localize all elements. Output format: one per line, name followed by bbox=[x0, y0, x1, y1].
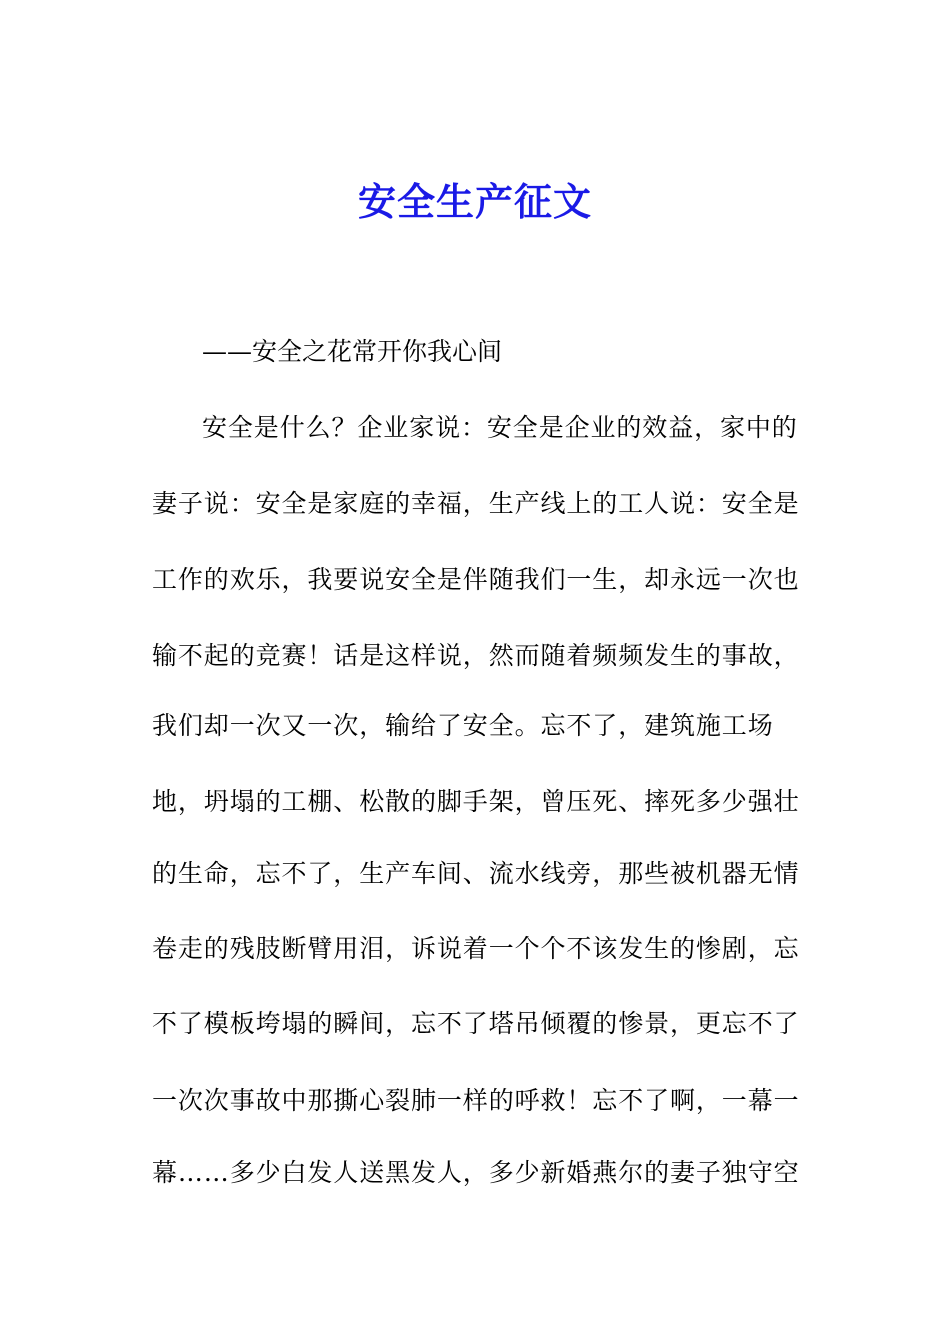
paragraph-line: 幕……多少白发人送黑发人，多少新婚燕尔的妻子独守空 bbox=[152, 1158, 800, 1187]
document-title: 安全生产征文 bbox=[357, 179, 592, 224]
paragraph-line: 一次次事故中那撕心裂肺一样的呼救！忘不了啊，一幕一 bbox=[152, 1086, 800, 1115]
paragraph-line: 的生命，忘不了，生产车间、流水线旁，那些被机器无情 bbox=[152, 859, 800, 888]
paragraph-line: 妻子说：安全是家庭的幸福，生产线上的工人说：安全是 bbox=[152, 489, 800, 518]
paragraph-line: 输不起的竞赛！话是这样说，然而随着频频发生的事故， bbox=[152, 641, 800, 670]
document-subtitle: ——安全之花常开你我心间 bbox=[202, 337, 503, 366]
paragraph-line: 安全是什么？企业家说：安全是企业的效益，家中的 bbox=[202, 413, 798, 442]
paragraph-line: 不了模板垮塌的瞬间，忘不了塔吊倾覆的惨景，更忘不了 bbox=[152, 1009, 800, 1038]
paragraph-line: 工作的欢乐，我要说安全是伴随我们一生，却永远一次也 bbox=[152, 565, 800, 594]
paragraph-line: 卷走的残肢断臂用泪，诉说着一个个不该发生的惨剧，忘 bbox=[152, 934, 800, 963]
paragraph-line: 我们却一次又一次，输给了安全。忘不了，建筑施工场 bbox=[152, 711, 774, 740]
paragraph-line: 地，坍塌的工棚、松散的脚手架，曾压死、摔死多少强壮 bbox=[152, 787, 800, 816]
